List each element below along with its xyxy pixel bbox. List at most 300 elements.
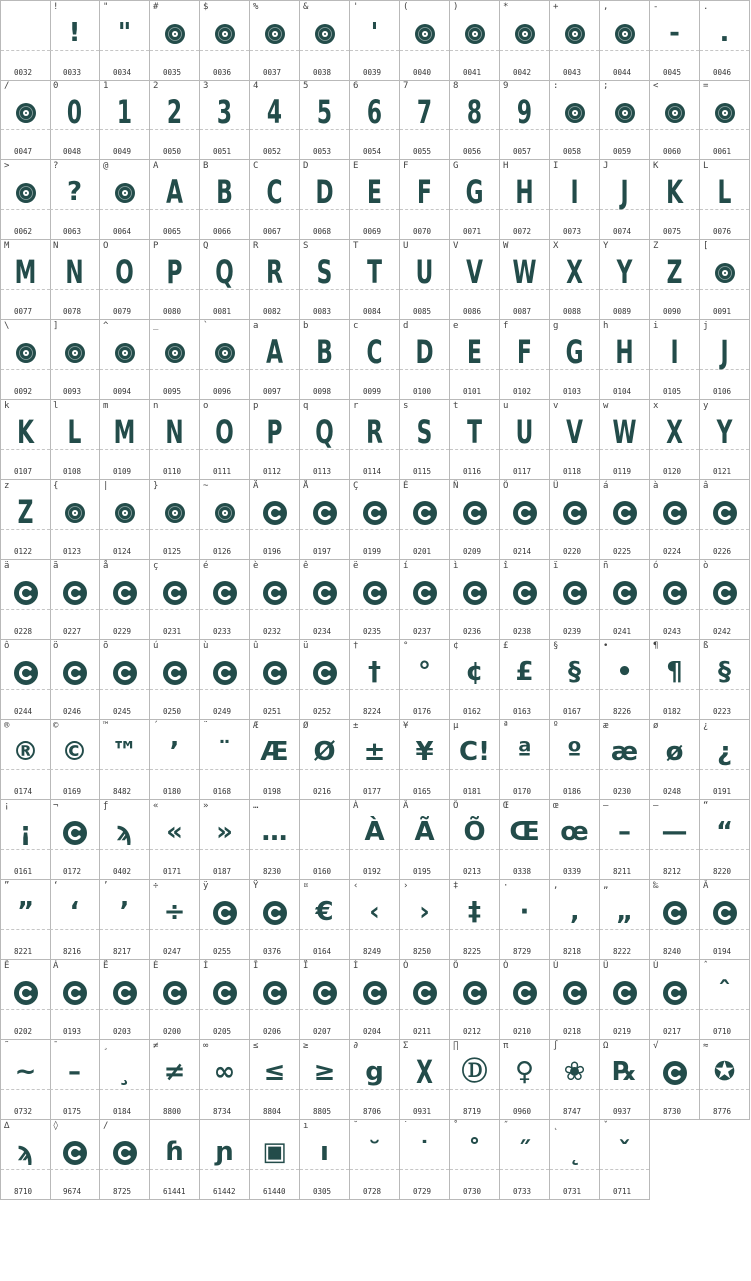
copyright-circle-icon — [150, 569, 199, 615]
glyph-cell — [100, 1040, 150, 1120]
glyph-key-label: H — [503, 161, 509, 171]
glyph-sample: ° — [418, 657, 431, 687]
glyph-code: 8220 — [713, 867, 732, 876]
glyph-sample: ! — [68, 18, 81, 48]
glyph-sample: „ — [615, 897, 634, 927]
glyph-sample: ˛ — [568, 1137, 581, 1167]
glyph-key-label: ï — [553, 561, 559, 571]
glyph-cell — [400, 240, 450, 320]
glyph-cell — [550, 640, 600, 720]
glyph-key-label: µ — [453, 721, 459, 731]
glyph-cell — [250, 80, 300, 160]
glyph-cell — [150, 640, 200, 720]
glyph-key-label: Ñ — [453, 481, 459, 491]
glyph-code: 0037 — [263, 68, 282, 77]
glyph-key-label: h — [603, 321, 609, 331]
glyph-key-label: ) — [453, 2, 459, 12]
glyph-code: 61440 — [263, 1187, 286, 1196]
glyph-code: 0207 — [313, 1027, 332, 1036]
copyright-circle-icon — [350, 569, 399, 615]
glyph-cell — [350, 720, 400, 800]
glyph-sample: ϡ — [116, 817, 133, 847]
glyph-code: 0201 — [413, 547, 432, 556]
glyph-key-label: ¯ — [53, 1041, 59, 1051]
glyph-sample: - — [669, 18, 680, 48]
glyph-code: 0733 — [513, 1187, 532, 1196]
glyph-code: 0119 — [613, 467, 632, 476]
glyph-code: 0202 — [14, 1027, 33, 1036]
glyph-code: 0338 — [513, 867, 532, 876]
glyph-sample: » — [216, 817, 233, 847]
glyph-key-label: ª — [503, 721, 509, 731]
glyph-key-label: Ó — [403, 961, 409, 971]
glyph-code: 8212 — [663, 867, 682, 876]
glyph-cell — [100, 800, 150, 880]
glyph-key-label: õ — [103, 641, 109, 651]
glyph-key-label: . — [703, 2, 709, 12]
glyph-cell — [250, 640, 300, 720]
glyph-sample: W — [612, 413, 637, 451]
glyph-key-label: ∞ — [203, 1041, 209, 1051]
glyph-sample: P — [166, 253, 183, 291]
glyph-key-label: ƒ — [103, 801, 109, 811]
glyph-cell — [350, 400, 400, 480]
glyph-cell — [500, 880, 550, 960]
glyph-key-label: " — [103, 2, 109, 12]
glyph-sample: A — [266, 333, 283, 371]
glyph-key-label: n — [153, 401, 159, 411]
glyph-sample: Æ — [260, 737, 289, 767]
glyph-code: 0169 — [63, 787, 82, 796]
glyph-sample: Ⓓ — [461, 1057, 488, 1087]
glyph-cell — [550, 0, 600, 81]
glyph-cell — [550, 320, 600, 400]
vinyl-record-icon — [100, 169, 149, 215]
glyph-code: 0195 — [413, 867, 432, 876]
vinyl-record-icon — [50, 489, 99, 535]
glyph-key-label: 4 — [253, 81, 259, 91]
vinyl-record-icon — [400, 10, 449, 56]
glyph-key-label: ◊ — [53, 1121, 59, 1131]
glyph-key-label: ÿ — [203, 881, 209, 891]
glyph-code: 0109 — [113, 467, 132, 476]
glyph-cell — [350, 1120, 400, 1200]
glyph-cell — [450, 240, 500, 320]
glyph-key-label: É — [403, 481, 409, 491]
glyph-sample: D — [315, 173, 334, 211]
glyph-cell — [650, 640, 700, 720]
glyph-key-label: m — [103, 401, 109, 411]
copyright-circle-icon — [500, 569, 549, 615]
glyph-code: 0087 — [513, 307, 532, 316]
glyph-key-label: D — [303, 161, 309, 171]
copyright-circle-icon — [200, 569, 249, 615]
glyph-cell — [700, 640, 750, 720]
glyph-cell — [600, 880, 650, 960]
glyph-cell — [150, 480, 200, 560]
glyph-cell — [50, 1120, 100, 1200]
glyph-code: 0056 — [463, 147, 482, 156]
glyph-key-label: @ — [103, 161, 109, 171]
copyright-circle-icon — [1, 569, 50, 615]
glyph-code: 8211 — [613, 867, 632, 876]
glyph-sample: ≠ — [163, 1057, 186, 1087]
glyph-key-label: † — [353, 641, 359, 651]
glyph-key-label: p — [253, 401, 259, 411]
glyph-sample: º — [567, 737, 582, 767]
glyph-key-label: } — [153, 481, 159, 491]
glyph-cell — [400, 960, 450, 1040]
glyph-code: 0085 — [413, 307, 432, 316]
glyph-sample: § — [718, 657, 731, 687]
glyph-sample: G — [465, 173, 484, 211]
glyph-key-label: + — [553, 2, 559, 12]
glyph-sample: 6 — [366, 93, 383, 131]
glyph-key-label: { — [53, 481, 59, 491]
glyph-code: 0167 — [563, 707, 582, 716]
glyph-code: 0175 — [63, 1107, 82, 1116]
glyph-sample: R — [366, 413, 383, 451]
glyph-key-label: Ë — [103, 961, 109, 971]
glyph-cell — [100, 1120, 150, 1200]
vinyl-record-icon — [200, 10, 249, 56]
glyph-code: 0079 — [113, 307, 132, 316]
glyph-code: 0090 — [663, 307, 682, 316]
glyph-code: 0073 — [563, 227, 582, 236]
glyph-cell — [350, 560, 400, 640]
glyph-key-label: F — [403, 161, 409, 171]
glyph-code: 0064 — [113, 227, 132, 236]
glyph-key-label: ; — [603, 81, 609, 91]
glyph-sample: ▣ — [262, 1137, 287, 1167]
glyph-cell — [550, 960, 600, 1040]
glyph-key-label: ¥ — [403, 721, 409, 731]
glyph-code: 61442 — [213, 1187, 236, 1196]
glyph-code: 0937 — [613, 1107, 632, 1116]
glyph-cell — [700, 880, 750, 960]
glyph-code: 0197 — [313, 547, 332, 556]
glyph-sample: ± — [363, 737, 386, 767]
glyph-code: 0048 — [63, 147, 82, 156]
glyph-code: 0728 — [363, 1187, 382, 1196]
copyright-circle-icon — [50, 809, 99, 855]
glyph-cell — [550, 160, 600, 240]
glyph-key-label: ≠ — [153, 1041, 159, 1051]
glyph-key-label: Ü — [553, 481, 559, 491]
glyph-cell — [200, 960, 250, 1040]
glyph-key-label: L — [703, 161, 709, 171]
copyright-circle-icon — [250, 969, 299, 1015]
glyph-cell — [400, 80, 450, 160]
copyright-circle-icon — [600, 969, 649, 1015]
glyph-code: 0376 — [263, 947, 282, 956]
glyph-key-label: Û — [603, 961, 609, 971]
glyph-code: 0187 — [213, 867, 232, 876]
glyph-sample: ¡ — [19, 817, 32, 847]
glyph-sample: — — [661, 817, 688, 847]
glyph-cell — [200, 1040, 250, 1120]
vinyl-record-icon — [250, 10, 299, 56]
glyph-cell — [650, 320, 700, 400]
glyph-code: 0225 — [613, 547, 632, 556]
glyph-code: 0710 — [713, 1027, 732, 1036]
glyph-code: 0075 — [663, 227, 682, 236]
copyright-circle-icon — [650, 889, 699, 935]
glyph-cell — [50, 640, 100, 720]
glyph-sample: S — [416, 413, 433, 451]
glyph-key-label: ® — [4, 721, 10, 731]
glyph-key-label: œ — [553, 801, 559, 811]
glyph-key-label: ç — [153, 561, 159, 571]
glyph-sample: 7 — [416, 93, 433, 131]
glyph-key-label: _ — [153, 321, 159, 331]
glyph-key-label: â — [703, 481, 709, 491]
glyph-cell — [500, 0, 550, 81]
glyph-code: 0210 — [513, 1027, 532, 1036]
glyph-code: 0186 — [563, 787, 582, 796]
glyph-key-label: ’ — [103, 881, 109, 891]
copyright-circle-icon — [650, 1049, 699, 1095]
glyph-code: 0242 — [713, 627, 732, 636]
glyph-cell — [50, 960, 100, 1040]
glyph-cell — [250, 720, 300, 800]
glyph-key-label: ô — [4, 641, 10, 651]
glyph-key-label: q — [303, 401, 309, 411]
glyph-sample: J — [620, 173, 629, 211]
glyph-sample: N — [165, 413, 184, 451]
glyph-code: 0402 — [113, 867, 132, 876]
glyph-code: 0165 — [413, 787, 432, 796]
glyph-key-label: „ — [603, 881, 609, 891]
glyph-sample: ¥ — [415, 737, 434, 767]
glyph-cell — [450, 160, 500, 240]
glyph-cell — [350, 80, 400, 160]
glyph-code: 0060 — [663, 147, 682, 156]
glyph-sample: ¢ — [465, 657, 484, 687]
glyph-cell — [600, 960, 650, 1040]
glyph-code: 0105 — [663, 387, 682, 396]
glyph-sample: R — [266, 253, 283, 291]
glyph-key-label: a — [253, 321, 259, 331]
glyph-cell — [250, 320, 300, 400]
glyph-cell — [550, 880, 600, 960]
glyph-cell — [200, 800, 250, 880]
glyph-key-label: · — [503, 881, 509, 891]
glyph-code: 8240 — [663, 947, 682, 956]
glyph-sample: K — [666, 173, 683, 211]
glyph-key-label: [ — [703, 241, 709, 251]
glyph-sample: F — [417, 173, 432, 211]
glyph-cell — [300, 1120, 350, 1200]
glyph-key-label: ™ — [103, 721, 109, 731]
glyph-key-label: ∂ — [353, 1041, 359, 1051]
glyph-empty — [1, 10, 50, 56]
glyph-cell — [0, 640, 51, 720]
glyph-cell — [50, 400, 100, 480]
glyph-key-label: ¡ — [4, 801, 10, 811]
glyph-key-label: Œ — [503, 801, 509, 811]
glyph-cell — [50, 800, 100, 880]
glyph-key-label: g — [553, 321, 559, 331]
glyph-key-label: Ø — [303, 721, 309, 731]
glyph-cell — [400, 480, 450, 560]
glyph-code: 0171 — [163, 867, 182, 876]
glyph-sample: • — [616, 657, 633, 687]
glyph-key-label: k — [4, 401, 10, 411]
glyph-code: 0182 — [663, 707, 682, 716]
glyph-cell — [0, 320, 51, 400]
glyph-code: 0711 — [613, 1187, 632, 1196]
copyright-circle-icon — [100, 569, 149, 615]
glyph-cell — [150, 720, 200, 800]
glyph-code: 0193 — [63, 1027, 82, 1036]
glyph-cell — [300, 240, 350, 320]
glyph-key-label: ú — [153, 641, 159, 651]
glyph-code: 0042 — [513, 68, 532, 77]
glyph-cell — [300, 80, 350, 160]
glyph-sample: 3 — [216, 93, 233, 131]
glyph-cell — [0, 400, 51, 480]
copyright-circle-icon — [300, 969, 349, 1015]
glyph-key-label: ° — [403, 641, 409, 651]
glyph-cell — [500, 480, 550, 560]
glyph-key-label: z — [4, 481, 10, 491]
glyph-key-label: Â — [703, 881, 709, 891]
glyph-key-label: o — [203, 401, 209, 411]
glyph-sample: U — [515, 413, 534, 451]
glyph-key-label: 5 — [303, 81, 309, 91]
glyph-code: 0231 — [163, 627, 182, 636]
glyph-key-label: ¶ — [653, 641, 659, 651]
glyph-cell — [350, 880, 400, 960]
glyph-sample: ϡ — [17, 1137, 34, 1167]
vinyl-record-icon — [500, 10, 549, 56]
copyright-circle-icon — [600, 569, 649, 615]
glyph-cell — [100, 480, 150, 560]
glyph-code: 0239 — [563, 627, 582, 636]
glyph-cell — [400, 160, 450, 240]
vinyl-record-icon — [700, 249, 749, 295]
glyph-sample: ✪ — [713, 1057, 736, 1087]
glyph-cell — [600, 400, 650, 480]
glyph-cell — [100, 240, 150, 320]
glyph-cell — [300, 720, 350, 800]
glyph-sample: ‡ — [468, 897, 481, 927]
copyright-circle-icon — [50, 649, 99, 695]
glyph-key-label: t — [453, 401, 459, 411]
vinyl-record-icon — [50, 329, 99, 375]
glyph-key-label: W — [503, 241, 509, 251]
glyph-sample: 5 — [316, 93, 333, 131]
copyright-circle-icon — [200, 649, 249, 695]
glyph-cell — [0, 240, 51, 320]
glyph-sample: Z — [17, 493, 34, 531]
glyph-code: 0252 — [313, 707, 332, 716]
glyph-code: 0092 — [14, 387, 33, 396]
glyph-code: 8230 — [263, 867, 282, 876]
glyph-code: 0191 — [713, 787, 732, 796]
glyph-cell — [600, 560, 650, 640]
glyph-sample: B — [216, 173, 233, 211]
copyright-circle-icon — [350, 489, 399, 535]
glyph-key-label: º — [553, 721, 559, 731]
glyph-key-label: § — [553, 641, 559, 651]
glyph-sample: “ — [715, 817, 734, 847]
copyright-circle-icon — [250, 569, 299, 615]
glyph-code: 0124 — [113, 547, 132, 556]
glyph-code: 0181 — [463, 787, 482, 796]
glyph-cell — [500, 560, 550, 640]
glyph-key-label: K — [653, 161, 659, 171]
glyph-code: 0118 — [563, 467, 582, 476]
glyph-cell — [100, 880, 150, 960]
glyph-code: 0067 — [263, 227, 282, 236]
glyph-sample: M — [14, 253, 37, 291]
glyph-key-label: : — [553, 81, 559, 91]
glyph-code: 0218 — [563, 1027, 582, 1036]
glyph-key-label: U — [403, 241, 409, 251]
glyph-sample: g — [365, 1057, 384, 1087]
glyph-code: 0214 — [513, 547, 532, 556]
glyph-key-label: ˙ — [403, 1121, 409, 1131]
glyph-key-label: Q — [203, 241, 209, 251]
glyph-sample: § — [568, 657, 581, 687]
glyph-cell — [150, 80, 200, 160]
glyph-cell — [400, 640, 450, 720]
glyph-key-label: Z — [653, 241, 659, 251]
glyph-code: 8800 — [163, 1107, 182, 1116]
copyright-circle-icon — [550, 569, 599, 615]
glyph-sample: Y — [716, 413, 733, 451]
glyph-key-label: ≤ — [253, 1041, 259, 1051]
glyph-cell — [100, 960, 150, 1040]
glyph-cell — [500, 720, 550, 800]
glyph-code: 0111 — [213, 467, 232, 476]
glyph-code: 0057 — [513, 147, 532, 156]
glyph-key-label: | — [103, 481, 109, 491]
copyright-circle-icon — [450, 969, 499, 1015]
glyph-code: 8776 — [713, 1107, 732, 1116]
glyph-key-label: ‘ — [53, 881, 59, 891]
glyph-code: 0063 — [63, 227, 82, 236]
glyph-code: 8482 — [113, 787, 132, 796]
glyph-cell — [200, 880, 250, 960]
copyright-circle-icon — [350, 969, 399, 1015]
glyph-key-label: ` — [203, 321, 209, 331]
glyph-code: 0120 — [663, 467, 682, 476]
glyph-cell — [350, 800, 400, 880]
glyph-code: 0255 — [213, 947, 232, 956]
glyph-code: 0102 — [513, 387, 532, 396]
glyph-cell — [150, 560, 200, 640]
glyph-code: 0059 — [613, 147, 632, 156]
glyph-code: 0170 — [513, 787, 532, 796]
glyph-key-label: à — [653, 481, 659, 491]
glyph-code: 8249 — [363, 947, 382, 956]
glyph-code: 61441 — [163, 1187, 186, 1196]
glyph-cell — [350, 1040, 400, 1120]
glyph-cell — [100, 400, 150, 480]
vinyl-record-icon — [150, 329, 199, 375]
glyph-cell — [650, 560, 700, 640]
glyph-key-label: ó — [653, 561, 659, 571]
glyph-key-label: ö — [53, 641, 59, 651]
glyph-code: 0082 — [263, 307, 282, 316]
glyph-key-label: j — [703, 321, 709, 331]
glyph-cell — [450, 0, 500, 81]
glyph-sample: ¸ — [118, 1057, 131, 1087]
glyph-key-label: ê — [303, 561, 309, 571]
